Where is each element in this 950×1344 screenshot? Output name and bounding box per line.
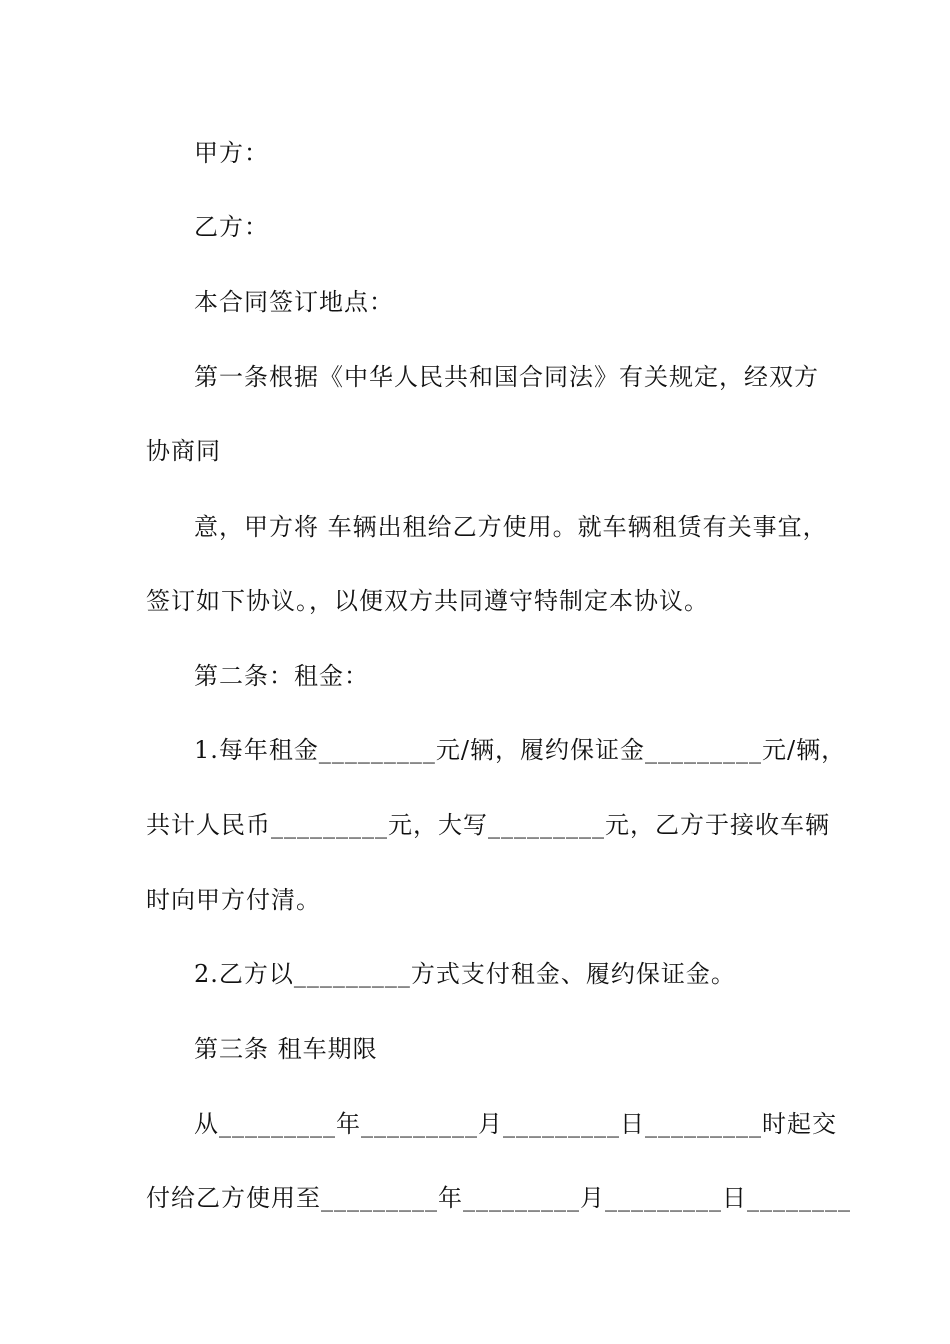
signing-location-line: 本合同签订地点： bbox=[194, 288, 394, 316]
article-1-line-4: 签订如下协议。，以便双方共同遵守特制定本协议。 bbox=[146, 587, 709, 615]
party-b-line: 乙方： bbox=[194, 213, 269, 241]
article-2-heading: 第二条：租金： bbox=[194, 662, 369, 690]
article-3-heading: 第三条 租车期限 bbox=[194, 1035, 378, 1063]
party-a-line: 甲方： bbox=[194, 139, 269, 167]
article-1-line-2: 协商同 bbox=[146, 437, 221, 465]
rent-clause-1-line-3: 时向甲方付清。 bbox=[146, 886, 321, 914]
rent-clause-1-line-2: 共计人民币_________元，大写_________元，乙方于接收车辆 bbox=[146, 811, 830, 839]
rent-clause-1-line-1: 1.每年租金_________元/辆，履约保证金_________元/辆， bbox=[194, 736, 847, 764]
rental-period-line-2: 付给乙方使用至_________年_________月_________日________ bbox=[146, 1184, 851, 1212]
article-1-line-1: 第一条根据《中华人民共和国合同法》有关规定，经双方 bbox=[194, 363, 819, 391]
rent-clause-2-line: 2.乙方以_________方式支付租金、履约保证金。 bbox=[194, 960, 736, 988]
rental-period-line-1: 从_________年_________月_________日_________时起交 bbox=[194, 1110, 837, 1138]
article-1-line-3: 意，甲方将 车辆出租给乙方使用。就车辆租赁有关事宜， bbox=[194, 513, 828, 541]
